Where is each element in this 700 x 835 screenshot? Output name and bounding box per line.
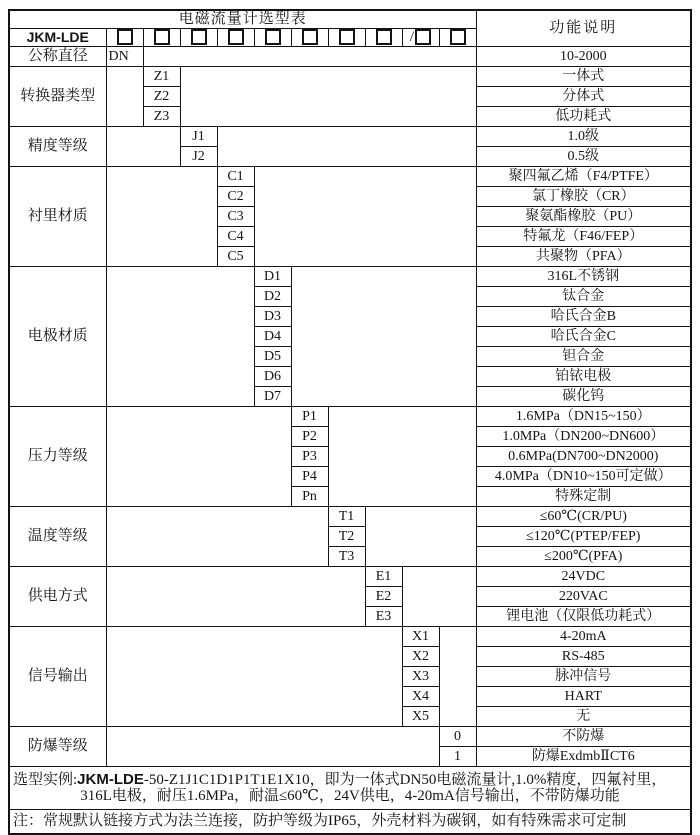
spacer-cell	[106, 727, 439, 767]
desc-cell: 低功耗式	[476, 107, 691, 127]
desc-cell: 4-20mA	[476, 627, 691, 647]
spacer-cell	[106, 127, 180, 167]
selection-example-line2: 316L电极，耐压1.6MPa，耐温≤60℃，24V供电，4-20mA信号输出，不带防爆功能	[80, 788, 620, 804]
code-cell: C5	[217, 247, 254, 267]
model-code-box-cell-1	[106, 29, 143, 47]
code-cell: E3	[365, 607, 402, 627]
desc-cell: 锂电池（仅限低功耗式）	[476, 607, 691, 627]
spacer-cell	[291, 267, 476, 407]
model-code-box-cell-6	[291, 29, 328, 47]
function-description-header: 功能说明	[476, 10, 691, 47]
spacer-cell	[402, 567, 476, 627]
code-cell: T3	[328, 547, 365, 567]
desc-cell: 钛合金	[476, 287, 691, 307]
code-cell: X4	[402, 687, 439, 707]
checkbox-icon	[302, 29, 318, 45]
code-cell: C2	[217, 187, 254, 207]
checkbox-icon	[191, 29, 207, 45]
code-cell: T2	[328, 527, 365, 547]
code-cell: 0	[439, 727, 476, 747]
desc-cell: 316L不锈钢	[476, 267, 691, 287]
desc-cell: 防爆ExdmbⅡCT6	[476, 747, 691, 767]
desc-cell: 碳化钨	[476, 387, 691, 407]
code-cell: D6	[254, 367, 291, 387]
spacer-cell	[106, 407, 291, 507]
desc-cell: 4.0MPa（DN10~150可定做）	[476, 467, 691, 487]
section-label-lining: 衬里材质	[9, 167, 106, 267]
desc-cell: 1.0MPa（DN200~DN600）	[476, 427, 691, 447]
desc-cell: 0.6MPa(DN700~DN2000)	[476, 447, 691, 467]
code-cell: E2	[365, 587, 402, 607]
desc-cell: ≤120℃(PTEP/FEP)	[476, 527, 691, 547]
code-cell: D7	[254, 387, 291, 407]
code-cell: C1	[217, 167, 254, 187]
desc-cell: 特氟龙（F46/FEP）	[476, 227, 691, 247]
table-title: 电磁流量计选型表	[9, 10, 476, 29]
selection-example-line1	[10, 772, 690, 789]
model-code-box-cell-7	[328, 29, 365, 47]
desc-cell: 无	[476, 707, 691, 727]
section-label-signal: 信号输出	[9, 627, 106, 727]
code-cell: C4	[217, 227, 254, 247]
code-cell: P3	[291, 447, 328, 467]
code-cell: T1	[328, 507, 365, 527]
code-cell: Z1	[143, 67, 180, 87]
spacer-cell	[143, 47, 476, 67]
desc-cell: ≤60℃(CR/PU)	[476, 507, 691, 527]
code-cell: X1	[402, 627, 439, 647]
model-prefix: JKM-LDE	[9, 29, 106, 47]
code-cell: X5	[402, 707, 439, 727]
checkbox-icon	[415, 29, 431, 45]
desc-cell: ≤200℃(PFA)	[476, 547, 691, 567]
desc-cell: 1.6MPa（DN15~150）	[476, 407, 691, 427]
checkbox-icon	[450, 29, 466, 45]
section-label-explosionproof: 防爆等级	[9, 727, 106, 767]
desc-cell: 1.0级	[476, 127, 691, 147]
code-cell: D3	[254, 307, 291, 327]
code-cell: Z2	[143, 87, 180, 107]
code-cell: P2	[291, 427, 328, 447]
selection-example-note	[9, 767, 691, 810]
section-label-power: 供电方式	[9, 567, 106, 627]
spacer-cell	[106, 267, 254, 407]
desc-cell: 聚氨酯橡胶（PU）	[476, 207, 691, 227]
spacer-cell	[106, 67, 143, 127]
spacer-cell	[254, 167, 476, 267]
code-cell: X3	[402, 667, 439, 687]
desc-cell: 220VAC	[476, 587, 691, 607]
slash-separator: /	[409, 29, 415, 46]
desc-cell: 0.5级	[476, 147, 691, 167]
code-cell: P4	[291, 467, 328, 487]
desc-cell: 聚四氟乙烯（F4/PTFE）	[476, 167, 691, 187]
example-prefix: 选型实例:	[13, 771, 78, 788]
section-label-temperature: 温度等级	[9, 507, 106, 567]
desc-cell: 脉冲信号	[476, 667, 691, 687]
model-code-box-cell-10	[439, 29, 476, 47]
checkbox-icon	[154, 29, 170, 45]
code-cell: D5	[254, 347, 291, 367]
code-cell: C3	[217, 207, 254, 227]
checkbox-icon	[376, 29, 392, 45]
section-label-dn: 公称直径	[9, 47, 106, 67]
desc-cell: 氯丁橡胶（CR）	[476, 187, 691, 207]
code-cell: J1	[180, 127, 217, 147]
code-cell: P1	[291, 407, 328, 427]
code-cell: D1	[254, 267, 291, 287]
model-code-box-cell-2	[143, 29, 180, 47]
code-cell: X2	[402, 647, 439, 667]
code-cell: D4	[254, 327, 291, 347]
spacer-cell	[106, 507, 328, 567]
desc-cell: 24VDC	[476, 567, 691, 587]
code-cell: 1	[439, 747, 476, 767]
desc-cell: 哈氏合金C	[476, 327, 691, 347]
code-cell: Z3	[143, 107, 180, 127]
spacer-cell	[106, 627, 402, 727]
flowmeter-selection-table	[8, 9, 692, 835]
code-cell: D2	[254, 287, 291, 307]
model-code-box-cell-8	[365, 29, 402, 47]
spacer-cell	[365, 507, 476, 567]
desc-cell: 特殊定制	[476, 487, 691, 507]
model-code-box-cell-3	[180, 29, 217, 47]
section-label-electrode: 电极材质	[9, 267, 106, 407]
desc-cell: 分体式	[476, 87, 691, 107]
code-cell: Pn	[291, 487, 328, 507]
example-rest: -50-Z1J1C1D1P1T1E1X10，即为一体式DN50电磁流量计,1.0%精度，四氟衬里，	[143, 771, 667, 788]
desc-cell: HART	[476, 687, 691, 707]
spacer-cell	[106, 167, 217, 267]
code-cell: E1	[365, 567, 402, 587]
desc-cell: 10-2000	[476, 47, 691, 67]
checkbox-icon	[339, 29, 355, 45]
default-config-note: 注：常规默认链接方式为法兰连接，防护等级为IP65，外壳材料为碳钢，如有特殊需求可定制	[9, 810, 691, 835]
spacer-cell	[439, 627, 476, 727]
desc-cell: 一体式	[476, 67, 691, 87]
spacer-cell	[106, 567, 365, 627]
checkbox-icon	[265, 29, 281, 45]
spacer-cell	[217, 127, 476, 167]
example-model-code: JKM-LDE	[77, 770, 144, 788]
model-code-box-cell-9	[402, 29, 439, 47]
spacer-cell	[180, 67, 476, 127]
code-cell: J2	[180, 147, 217, 167]
model-code-box-cell-5	[254, 29, 291, 47]
spacer-cell	[328, 407, 476, 507]
desc-cell: 不防爆	[476, 727, 691, 747]
desc-cell: 哈氏合金B	[476, 307, 691, 327]
section-label-accuracy: 精度等级	[9, 127, 106, 167]
section-label-converter: 转换器类型	[9, 67, 106, 127]
checkbox-icon	[228, 29, 244, 45]
desc-cell: 钽合金	[476, 347, 691, 367]
checkbox-icon	[117, 29, 133, 45]
desc-cell: 铂铱电极	[476, 367, 691, 387]
model-code-box-cell-4	[217, 29, 254, 47]
section-label-pressure: 压力等级	[9, 407, 106, 507]
code-cell: DN	[106, 47, 143, 67]
desc-cell: RS-485	[476, 647, 691, 667]
desc-cell: 共聚物（PFA）	[476, 247, 691, 267]
